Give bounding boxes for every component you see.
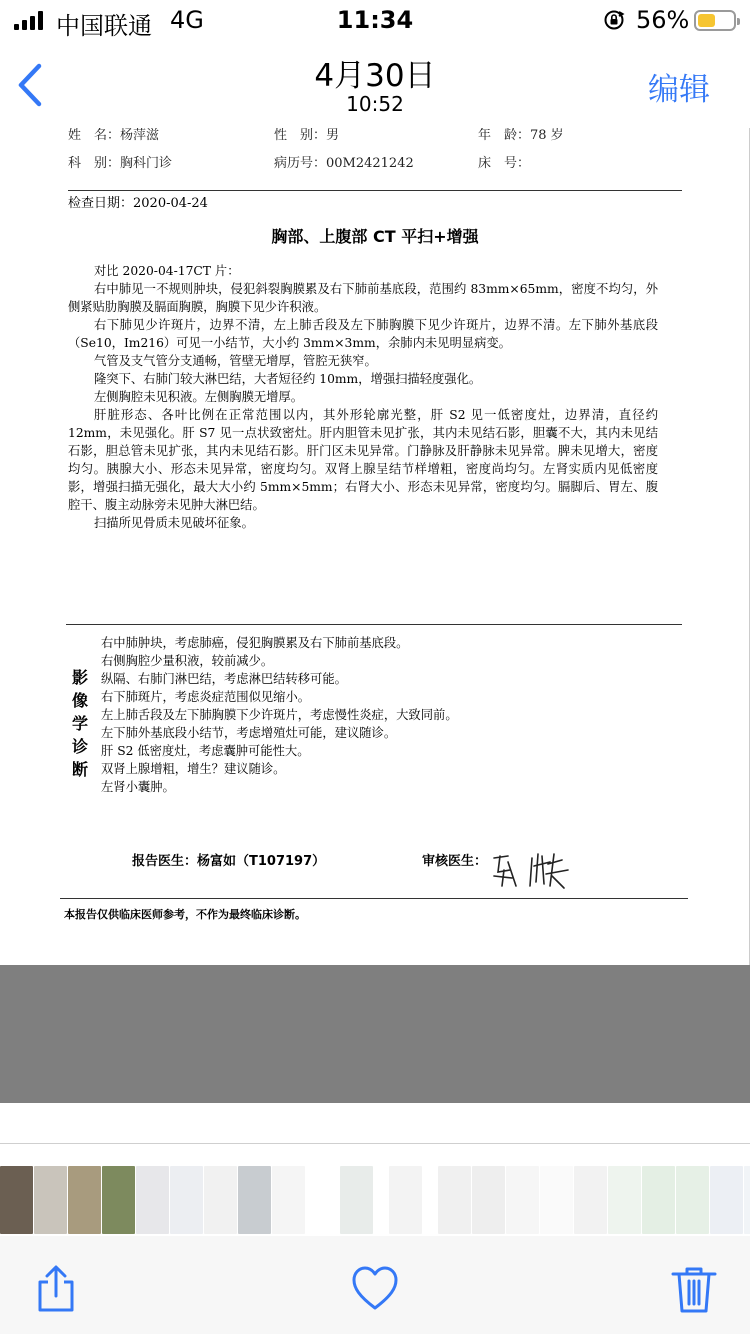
footer-rule [60, 898, 688, 899]
photo-thumbnail[interactable] [34, 1166, 67, 1234]
patient-age: 年 龄：78 岁 [478, 128, 564, 143]
photo-thumbnail[interactable] [102, 1166, 135, 1234]
photo-background [0, 965, 750, 1103]
battery-percent: 56% [636, 6, 690, 34]
exam-date: 检查日期：2020-04-24 [68, 196, 208, 211]
photo-thumbnail[interactable] [608, 1166, 641, 1234]
photo-time: 10:52 [346, 92, 404, 116]
department: 科 别：胸科门诊 [68, 156, 173, 171]
share-icon[interactable] [32, 1264, 80, 1314]
photo-thumbnail[interactable] [642, 1166, 675, 1234]
bottom-toolbar [0, 1236, 750, 1334]
diagnosis-item: 右侧胸腔少量积液，较前减少。 [101, 654, 274, 668]
patient-name: 姓 名：杨萍滋 [68, 128, 160, 143]
diagnosis-rule [66, 624, 682, 625]
heart-icon[interactable] [351, 1264, 399, 1314]
photo-thumbnail[interactable] [204, 1166, 237, 1234]
photo-thumbnail[interactable] [506, 1166, 539, 1234]
diagnosis-item: 左肾小囊肿。 [101, 780, 175, 794]
findings-paragraph: 隆突下、右肺门较大淋巴结，大者短径约 10mm，增强扫描轻度强化。 [94, 372, 482, 386]
diagnosis-item: 右中肺肿块，考虑肺癌，侵犯胸膜累及右下肺前基底段。 [101, 636, 409, 650]
photo-thumbnail[interactable] [170, 1166, 203, 1234]
report-photo[interactable] [0, 128, 750, 965]
diagnosis-item: 左下肺外基底段小结节，考虑增殖灶可能，建议随诊。 [101, 726, 397, 740]
photo-thumbnail[interactable] [710, 1166, 743, 1234]
handwritten-signature [490, 846, 574, 892]
findings-paragraph: 扫描所见骨质未见破坏征象。 [94, 516, 254, 530]
status-time: 11:34 [336, 6, 414, 34]
diagnosis-item: 右下肺斑片，考虑炎症范围似见缩小。 [101, 690, 311, 704]
diagnosis-list [101, 634, 661, 796]
disclaimer: 本报告仅供临床医师参考，不作为最终临床诊断。 [64, 908, 306, 921]
photo-thumbnail[interactable] [68, 1166, 101, 1234]
diagnosis-item: 纵隔、右肺门淋巴结，考虑淋巴结转移可能。 [101, 672, 347, 686]
nav-bar [0, 40, 750, 128]
report-title: 胸部、上腹部 CT 平扫+增强 [271, 227, 479, 246]
battery-level-fill [698, 14, 715, 27]
diagnosis-item: 双肾上腺增粗，增生？建议随诊。 [101, 762, 286, 776]
findings-section [68, 262, 658, 532]
photo-thumbnail[interactable] [340, 1166, 373, 1234]
patient-sex: 性 别：男 [274, 128, 340, 143]
diagnosis-label: 影像学诊断 [71, 668, 88, 779]
bed-number: 床 号： [478, 156, 531, 171]
findings-paragraph: 右下肺见少许斑片，边界不清，左上肺舌段及左下肺胸膜下见少许斑片，边界不清。左下肺外基底段（Se10，Im216）可见一小结节，大小约 3mm×3mm，余肺内未见明显病变。 [68, 318, 658, 350]
photo-thumbnail[interactable] [438, 1166, 471, 1234]
network-type: 4G [170, 6, 204, 34]
findings-paragraph: 肝脏形态、各叶比例在正常范围以内，其外形轮廓光整，肝 S2 见一低密度灶，边界清，直径约 12mm，未见强化。肝 S7 见一点状致密灶。肝内胆管未见扩张，其内未见结石影，胆囊不大，其内未见结石影，胆总管未见扩张，其内未见结石影。肝门区未见异常。门静脉及肝静脉未见异常。脾未见增大，密度均匀。胰腺大小、形态未见异常，密度均匀。双肾上腺呈结节样增粗，密度尚均匀。左肾实质内见低密度影，增强扫描无强化，最大大小约 5mm×5mm；右肾大小、形态未见异常，密度均匀。膈脚后、胃左、腹腔干、腹主动脉旁未见肿大淋巴结。 [68, 408, 658, 512]
photo-thumbnail[interactable] [0, 1166, 33, 1234]
photo-thumbnail[interactable] [306, 1166, 339, 1234]
header-rule [68, 190, 682, 191]
photo-date: 4月30日 [314, 58, 436, 94]
photo-thumbnail[interactable] [272, 1166, 305, 1234]
rotation-lock-icon [603, 9, 625, 31]
carrier-name: 中国联通 [56, 12, 152, 40]
photo-thumbnail[interactable] [574, 1166, 607, 1234]
thumbnail-gap [423, 1166, 437, 1234]
thumbnail-gap [374, 1166, 388, 1234]
reviewing-doctor-label: 审核医生： [422, 854, 488, 869]
photo-thumbnail[interactable] [540, 1166, 573, 1234]
thumbnail-strip[interactable] [0, 1166, 750, 1234]
photo-thumbnail[interactable] [472, 1166, 505, 1234]
diagnosis-item: 左上肺舌段及左下肺胸膜下少许斑片，考虑慢性炎症，大致同前。 [101, 708, 458, 722]
edit-button[interactable]: 编辑 [648, 72, 710, 108]
photo-thumbnail[interactable] [389, 1166, 422, 1234]
findings-paragraph: 左侧胸腔未见积液。左侧胸膜无增厚。 [94, 390, 304, 404]
record-number: 病历号：00M2421242 [274, 156, 414, 171]
findings-paragraph: 气管及支气管分支通畅，管壁无增厚，管腔无狭窄。 [94, 354, 377, 368]
photo-thumbnail[interactable] [238, 1166, 271, 1234]
trash-icon[interactable] [670, 1264, 718, 1314]
battery-icon [694, 10, 736, 31]
findings-paragraph: 右中肺见一不规则肿块，侵犯斜裂胸膜累及右下肺前基底段，范围约 83mm×65mm，密度不均匀，外侧紧贴肋胸膜及膈面胸膜，胸膜下见少许积液。 [68, 282, 658, 314]
photo-thumbnail[interactable] [676, 1166, 709, 1234]
status-bar [0, 0, 750, 40]
divider [0, 1143, 750, 1144]
photo-thumbnail[interactable] [744, 1166, 750, 1234]
findings-paragraph: 对比 2020-04-17CT 片： [94, 264, 240, 278]
diagnosis-item: 肝 S2 低密度灶，考虑囊肿可能性大。 [101, 744, 310, 758]
reporting-doctor: 报告医生：杨富如（T107197） [132, 854, 326, 869]
photo-thumbnail[interactable] [136, 1166, 169, 1234]
